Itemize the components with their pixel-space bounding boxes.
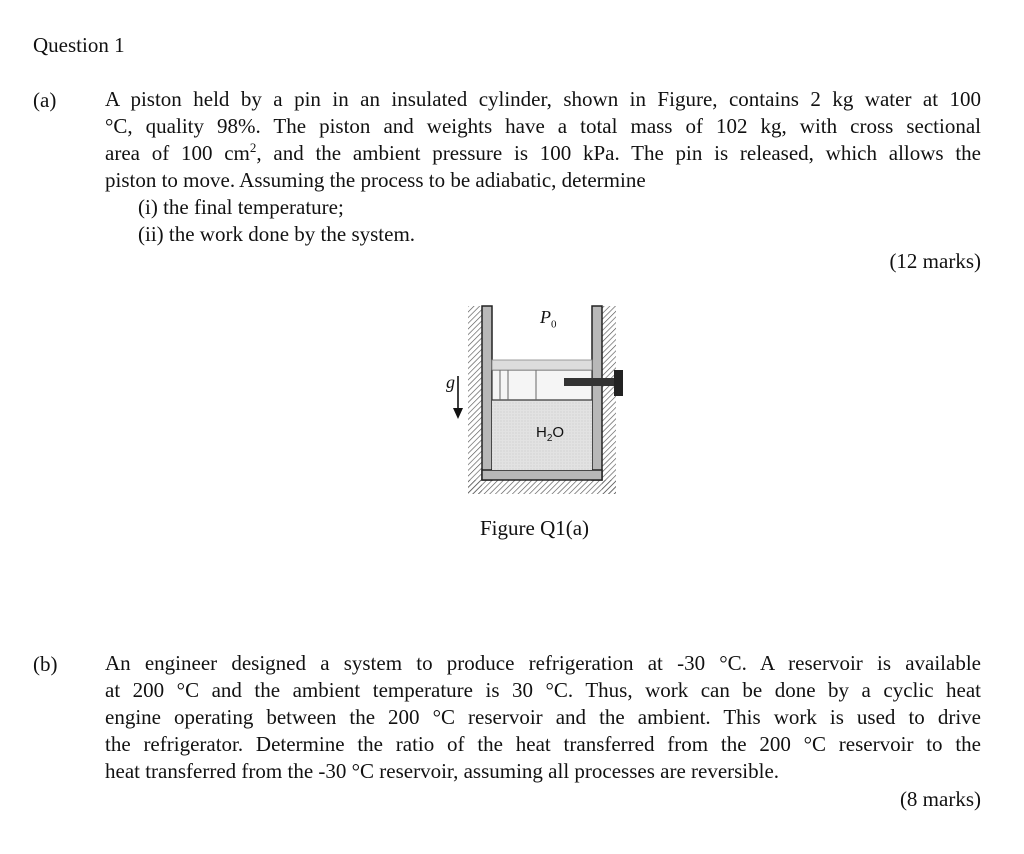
part-a-label: (a) [33,88,57,112]
figure-caption: Figure Q1(a) [480,516,590,540]
bottom-wall [482,470,602,480]
gravity-label: g [446,372,455,392]
question-heading: Question 1 [33,33,125,57]
gravity-arrow-icon [450,374,464,420]
part-b-text [105,650,981,785]
part-b-line-3: engine operating between the 200 °C reservoir and the ambient. This work is used to drive [105,705,981,729]
bottom-wall-hatch [468,480,616,494]
p0-label: $P_0$ [540,307,557,331]
water-label: $H_2O$ [536,424,565,444]
left-wall-hatch [468,306,482,494]
right-wall [592,306,602,480]
pin-shaft [564,378,614,386]
part-b-line-4: the refrigerator. Determine the ratio of the heat transferred from the 200 °C reservoir to the [105,732,981,756]
part-b-line-5: heat transferred from the -30 °C reservoir, assuming all processes are reversible. [105,759,780,783]
part-a-line-4: piston to move. Assuming the process to be adiabatic, determine [105,168,646,192]
part-a-marks: (12 marks) [889,249,981,273]
left-wall [482,306,492,480]
part-a-line-1: A piston held by a pin in an insulated cylinder, shown in Figure, contains 2 kg water at 100 [105,87,981,111]
part-b-marks: (8 marks) [899,787,981,811]
part-a-text [105,86,981,194]
part-b-label: (b) [33,652,58,676]
weights [492,360,592,370]
part-a-line-3: area of 100 $cm^2$, and the ambient pressure is 100 kPa. The pin is released, which allows the [105,140,981,165]
sub-item-i: (i) the final temperature; [138,195,344,219]
piston-cylinder-figure [440,300,640,505]
right-wall-hatch [602,306,616,494]
part-b-line-2: at 200 °C and the ambient temperature is 30 °C. Thus, work can be done by a cyclic heat [105,678,981,702]
superscript-2: 2 [249,140,257,155]
part-b-line-1: An engineer designed a system to produce refrigeration at -30 °C. A reservoir is available [105,651,981,675]
pin-head [614,370,623,396]
sub-item-ii: (ii) the work done by the system. [138,222,416,246]
part-a-line-2: °C, quality 98%. The piston and weights have a total mass of 102 kg, with cross sectional [105,114,981,138]
